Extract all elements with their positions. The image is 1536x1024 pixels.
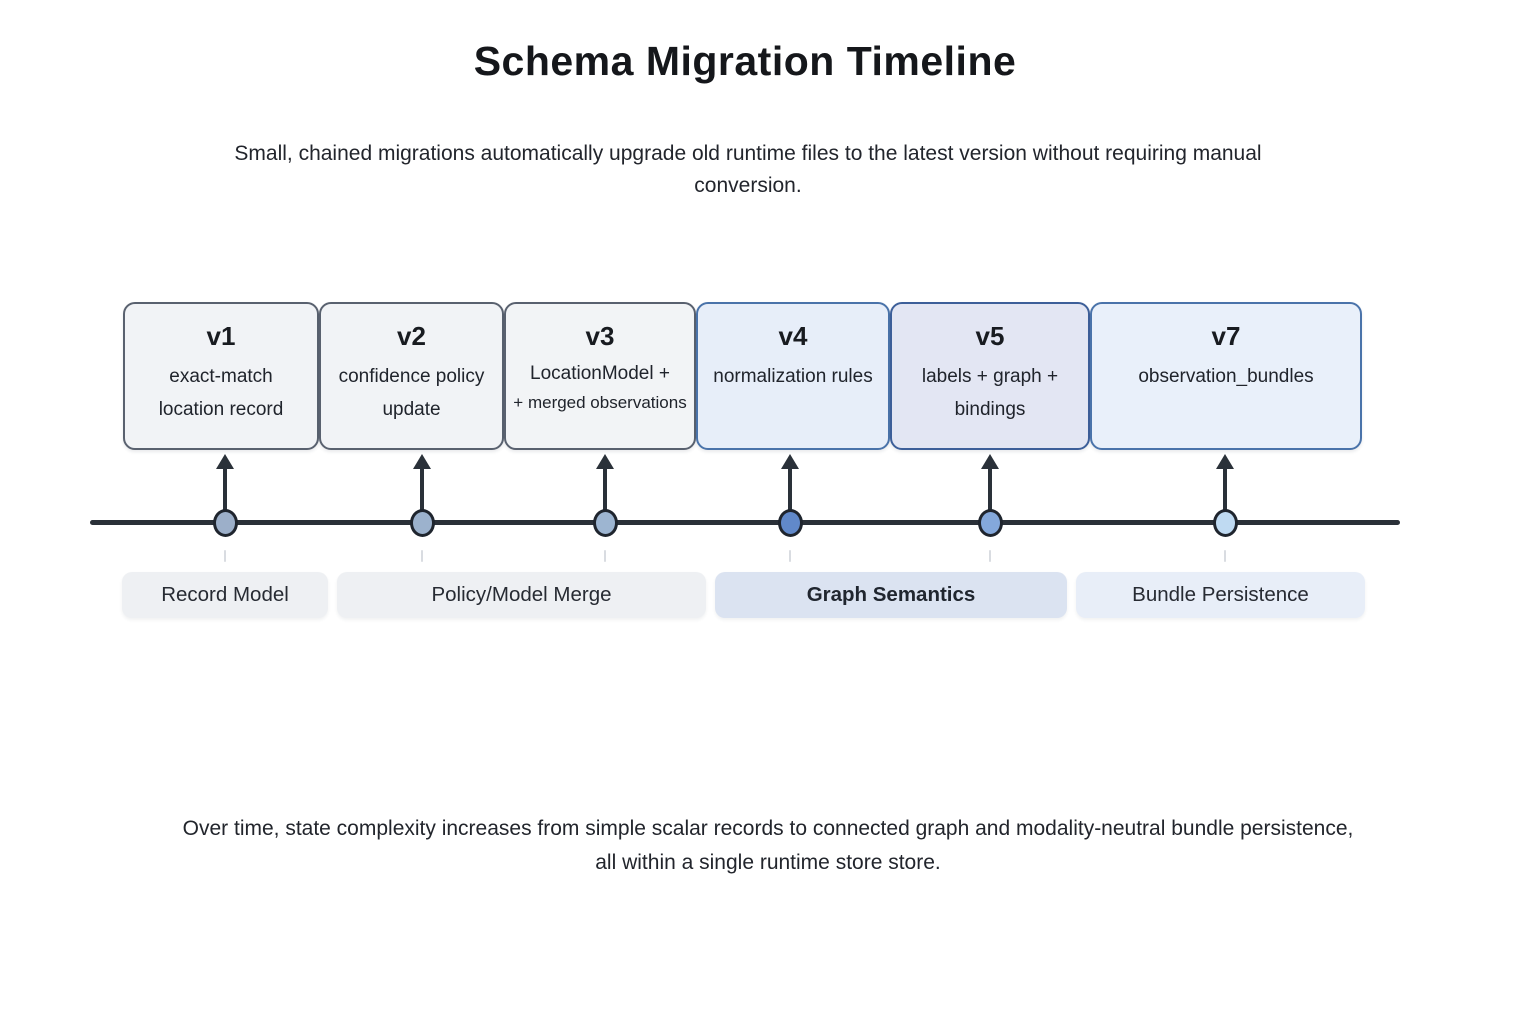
version-label: v5 xyxy=(975,321,1005,351)
version-description: labels + graph + bindings xyxy=(921,366,1059,420)
timeline-dot-v3 xyxy=(593,509,618,537)
tick-mark xyxy=(789,550,791,562)
version-box-v2 xyxy=(319,302,504,450)
version-description: confidence policy update xyxy=(338,366,485,420)
version-label: v2 xyxy=(397,321,426,351)
version-box-v4 xyxy=(696,302,890,450)
timeline-dot-v1 xyxy=(213,509,238,537)
phase-label: Bundle Persistence xyxy=(1132,583,1309,606)
version-label: v7 xyxy=(1211,321,1241,351)
version-box-v1 xyxy=(123,302,319,450)
page-title: Schema Migration Timeline xyxy=(473,38,1017,84)
version-label: v1 xyxy=(206,321,236,351)
version-box-v7 xyxy=(1090,302,1362,450)
version-description-secondary: + merged observations xyxy=(513,392,687,412)
version-description: observation_bundles xyxy=(1138,366,1314,387)
version-label: v4 xyxy=(778,321,808,351)
version-label: v3 xyxy=(585,321,615,351)
version-description: normalization rules xyxy=(713,366,873,387)
tick-mark xyxy=(604,550,606,562)
version-description: exact-match location record xyxy=(158,366,284,420)
tick-mark xyxy=(1224,550,1226,562)
footer-note: Over time, state complexity increases from simple scalar records to connected graph and modality-neutral bundle persistence, all within a single runtime store store. xyxy=(182,817,1354,875)
version-box-v5 xyxy=(890,302,1090,450)
tick-mark xyxy=(224,550,226,562)
timeline-dot-v2 xyxy=(410,509,435,537)
phase-pill-bundle-persistence xyxy=(1076,572,1365,618)
phase-pill-graph-semantics xyxy=(715,572,1067,618)
timeline-axis xyxy=(90,520,1400,525)
timeline-dot-v5 xyxy=(978,509,1003,537)
timeline-dot-v4 xyxy=(778,509,803,537)
phase-label: Record Model xyxy=(161,583,289,606)
tick-mark xyxy=(421,550,423,562)
timeline-dot-v7 xyxy=(1213,509,1238,537)
phase-pill-record-model xyxy=(122,572,328,618)
version-description: LocationModel + xyxy=(530,363,670,384)
phase-pill-policy-model-merge xyxy=(337,572,706,618)
version-box-v3 xyxy=(504,302,696,450)
subtitle-text: Small, chained migrations automatically upgrade old runtime files to the latest version without requiring manual conversion. xyxy=(234,142,1262,197)
tick-mark xyxy=(989,550,991,562)
phase-label: Graph Semantics xyxy=(806,583,976,606)
phase-label: Policy/Model Merge xyxy=(431,583,612,606)
